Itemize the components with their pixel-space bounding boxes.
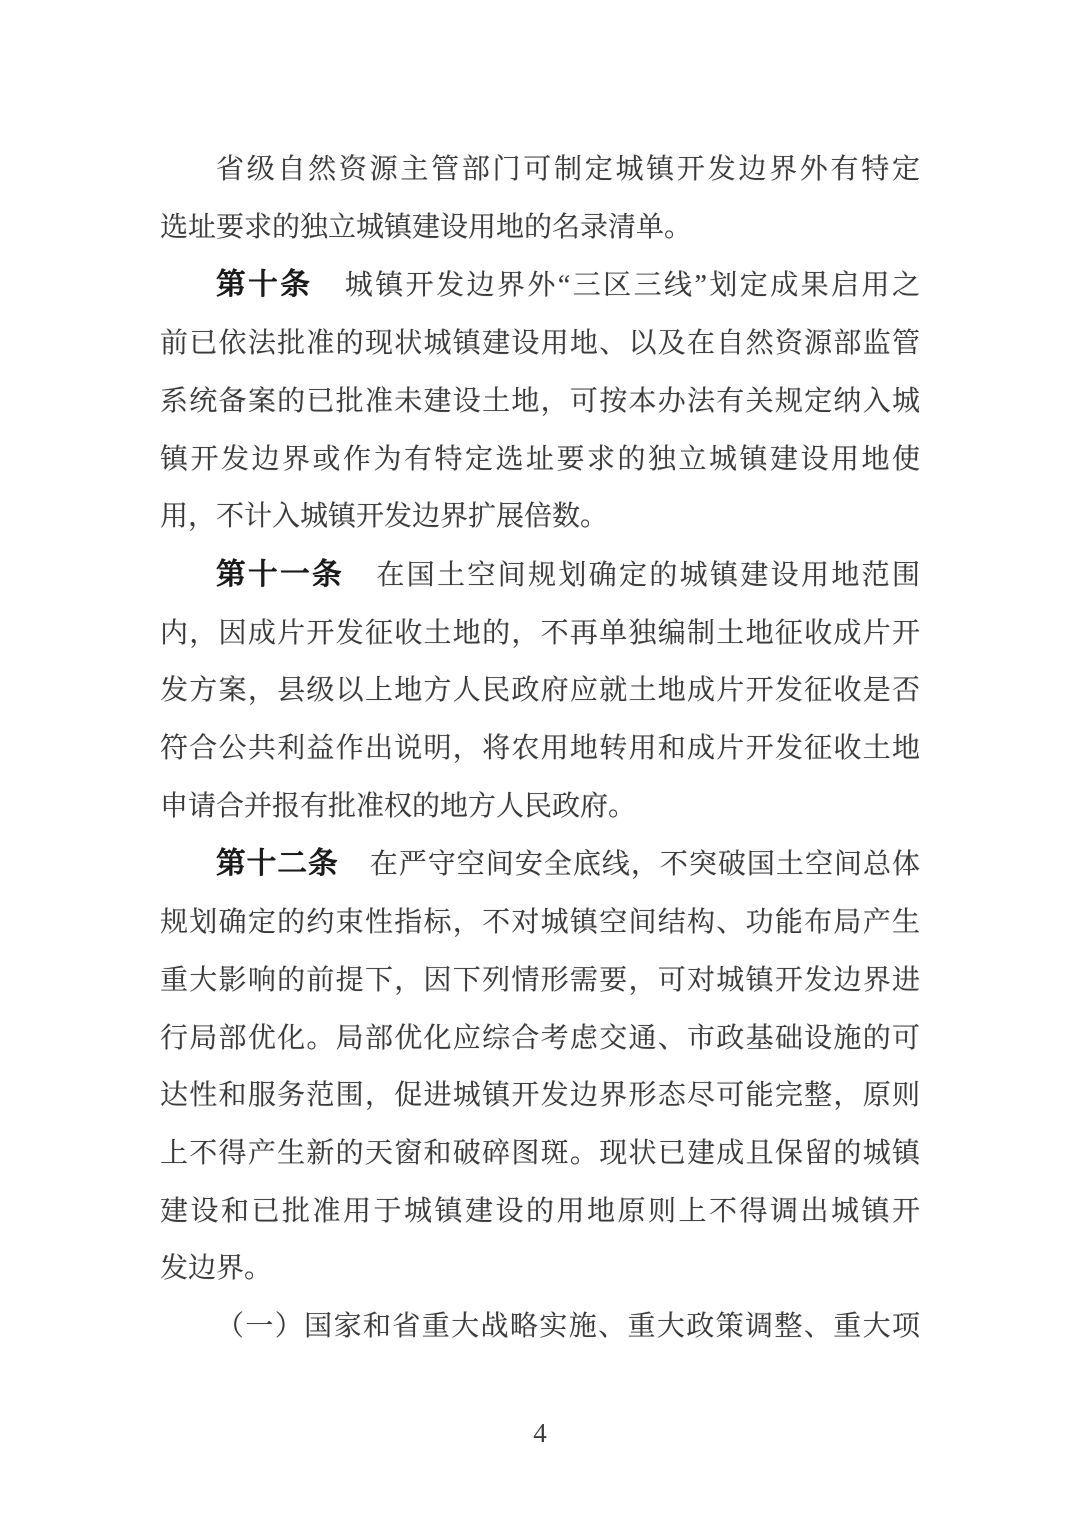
body-text: 用，不计入城镇开发边界扩展倍数。 — [160, 501, 609, 533]
text-line — [160, 835, 920, 894]
body-text: 城镇开发边界外“三区三线”划定成果启用之 — [342, 270, 920, 302]
text-line — [160, 894, 920, 952]
body-text: 内，因成片开发征收土地的，不再单独编制土地征收成片开 — [160, 617, 920, 649]
text-line — [160, 199, 920, 257]
article-heading: 第十条 — [216, 268, 313, 302]
text-line — [160, 546, 920, 605]
text-line — [160, 778, 920, 836]
text-line — [160, 373, 920, 431]
body-text: 发边界。 — [160, 1253, 273, 1285]
body-text: 建设和已批准用于城镇建设的用地原则上不得调出城镇开 — [160, 1195, 920, 1227]
text-line — [160, 1298, 920, 1356]
text-line — [160, 1010, 920, 1068]
body-text: 重大影响的前提下，因下列情形需要，可对城镇开发边界进 — [160, 964, 920, 996]
article-heading: 第十一条 — [216, 557, 345, 591]
text-line — [160, 952, 920, 1010]
text-line — [160, 1125, 920, 1183]
article-heading: 第十二条 — [216, 847, 339, 881]
body-text: 符合公共利益作出说明，将农用地转用和成片开发征收土地 — [160, 733, 920, 765]
text-line — [160, 605, 920, 663]
body-text: 行局部优化。局部优化应综合考虑交通、市政基础设施的可 — [160, 1022, 920, 1054]
text-line — [160, 256, 920, 315]
body-text: 申请合并报有批准权的地方人民政府。 — [160, 790, 637, 822]
body-text: 系统备案的已批准未建设土地，可按本办法有关规定纳入城 — [160, 385, 920, 417]
text-line — [160, 488, 920, 546]
body-text: 达性和服务范围，促进城镇开发边界形态尽可能完整，原则 — [160, 1080, 920, 1112]
text-line — [160, 1067, 920, 1125]
body-text: 在严守空间安全底线，不突破国土空间总体 — [368, 849, 920, 881]
text-line — [160, 141, 920, 199]
text-line — [160, 1240, 920, 1298]
body-text: 上不得产生新的天窗和破碎图斑。现状已建成且保留的城镇 — [160, 1137, 920, 1169]
text-line — [160, 720, 920, 778]
text-line — [160, 662, 920, 720]
page-number: 4 — [533, 1418, 547, 1448]
text-line — [160, 431, 920, 489]
body-text: 在国土空间规划确定的城镇建设用地范围 — [374, 559, 920, 591]
text-line — [160, 315, 920, 373]
body-text: 发方案，县级以上地方人民政府应就土地成片开发征收是否 — [160, 675, 920, 707]
body-text: 前已依法批准的现状城镇建设用地、以及在自然资源部监管 — [160, 328, 920, 360]
document-body — [160, 141, 920, 1356]
body-text: 镇开发边界或作为有特定选址要求的独立城镇建设用地使 — [160, 443, 920, 475]
body-text: 规划确定的约束性指标，不对城镇空间结构、功能布局产生 — [160, 907, 920, 939]
body-text: （一）国家和省重大战略实施、重大政策调整、重大项 — [216, 1311, 920, 1343]
body-text: 省级自然资源主管部门可制定城镇开发边界外有特定 — [216, 154, 920, 185]
body-text: 选址要求的独立城镇建设用地的名录清单。 — [160, 211, 693, 243]
text-line — [160, 1183, 920, 1241]
